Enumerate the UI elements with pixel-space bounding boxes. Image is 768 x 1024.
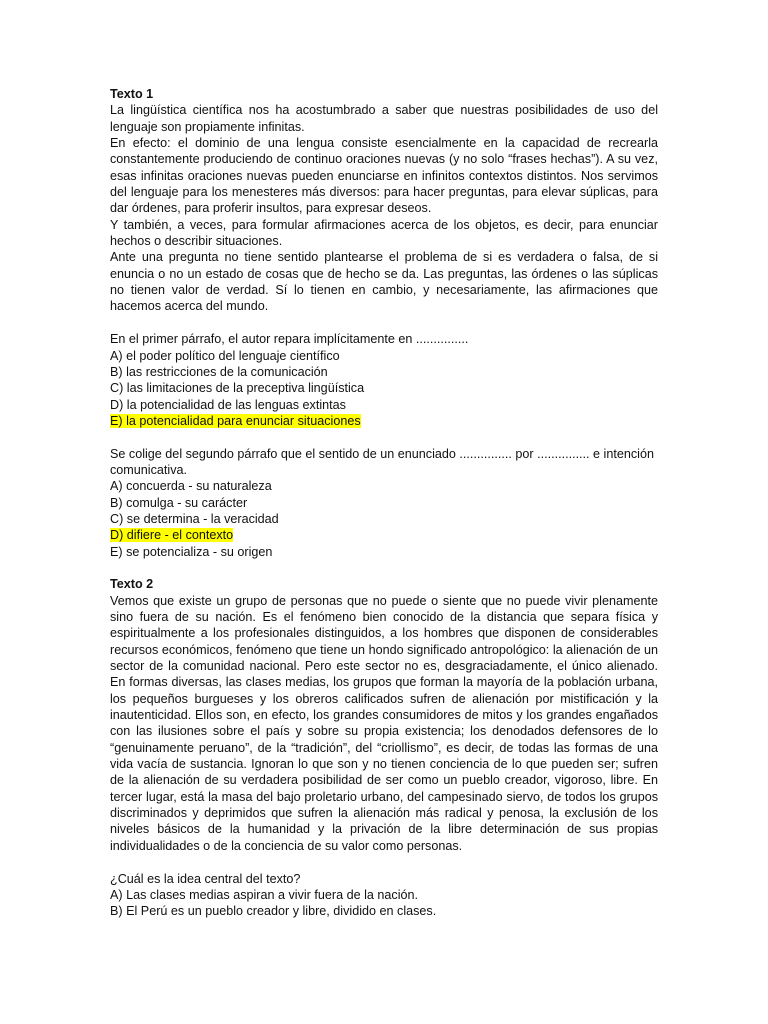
highlighted-answer: E) la potencialidad para enunciar situaciones [110,413,361,428]
text2-paragraph: Vemos que existe un grupo de personas que no puede o siente que no puede vivir plenamente sino fuera de su nación. Es el fenómeno bien conocido de la distancia que separa física y espiritualmente a los profesionales distinguidos, a los hombres que disponen de considerables recursos económicos, fenómeno que tiene un hondo significado antropológico: la alienación de un sector de la comunidad nacional. Pero este sector no es, desgraciadamente, el único alienado. En formas diversas, las clases medias, los grupos que forman la mayoría de la población urbana, los pequeños burgueses y los obreros calificados sufren de alienación por mistificación y la inautenticidad. Ellos son, en efecto, los grandes consumidores de mitos y los grandes engañados con las ilusiones sobre el país y sobre su propia existencia; los denodados defensores de lo “genuinamente peruano”, de la “tradición”, del “criollismo”, es decir, de todas las formas de una vida vacía de sustancia. Ignoran lo que son y no tienen conciencia de lo que pueden ser; sufren de la alienación de su verdadera posibilidad de ser como un pueblo creador, vigoroso, libre. En tercer lugar, está la masa del bajo proletario urbano, del campesinado siervo, de todos los grupos discriminados y deprimidos que sufren la alienación más radical y penosa, la exclusión de los niveles básicos de la humanidad y la privación de la libre determinación de sus propias individualidades o de la conciencia de su valor como personas. [110,593,658,853]
question-3-prompt: ¿Cuál es la idea central del texto? [110,871,301,886]
option-text: A) Las clases medias aspiran a vivir fuera de la nación. [110,887,418,902]
question-3-option-a [110,887,658,903]
question-1-prompt: En el primer párrafo, el autor repara implícitamente en ............... [110,332,469,347]
question-3-option-b [110,903,658,919]
question-2-option-b [110,495,658,511]
option-text: B) las restricciones de la comunicación [110,364,328,379]
option-text: A) el poder político del lenguaje científico [110,348,340,363]
question-2 [110,446,658,560]
question-2-prompt: Se colige del segundo párrafo que el sentido de un enunciado ............... por ............... e intención comunicativa. [110,446,654,477]
question-2-option-a [110,478,658,494]
question-3 [110,871,658,920]
document-page [110,86,658,920]
question-1 [110,331,658,429]
question-1-option-c [110,380,658,396]
spacer [110,315,658,331]
text1-paragraph-1: La lingüística científica nos ha acostumbrado a saber que nuestras posibilidades de uso del lenguaje son propiamente infinitas. [110,103,658,134]
question-2-option-e [110,544,658,560]
question-2-option-d [110,527,658,543]
text1-paragraph-4: Ante una pregunta no tiene sentido plantearse el problema de si es verdadera o falsa, de si enuncia o no un estado de cosas que de hecho se da. Las preguntas, las órdenes o las súplicas no tienen valor de verdad. Sí lo tienen en cambio, y necesariamente, las afirmaciones que hacemos acerca del mundo. [110,250,658,314]
text2-heading: Texto 2 [110,577,154,592]
option-text: C) las limitaciones de la preceptiva lingüística [110,381,365,396]
text1-heading: Texto 1 [110,87,154,101]
option-text: E) se potencializa - su origen [110,544,273,559]
spacer [110,429,658,445]
spacer [110,560,658,576]
highlighted-answer: D) difiere - el contexto [110,528,234,543]
question-1-option-a [110,348,658,364]
option-text: D) la potencialidad de las lenguas extintas [110,397,346,412]
option-text: B) El Perú es un pueblo creador y libre, dividido en clases. [110,904,437,919]
text1-paragraph-2: En efecto: el dominio de una lengua consiste esencialmente en la capacidad de recrearla constantemente produciendo de continuo oraciones nuevas (y no solo “frases hechas”). A su vez, esas infinitas oraciones nuevas pueden enunciarse en infinitos contextos distintos. Nos servimos del lenguaje para los menesteres más diversos: para hacer preguntas, para elevar súplicas, para dar órdenes, para proferir insultos, para expresar deseos. [110,136,658,216]
option-text: B) comulga - su carácter [110,495,248,510]
spacer [110,854,658,870]
option-text: A) concuerda - su naturaleza [110,479,272,494]
question-1-option-e [110,413,658,429]
question-1-option-d [110,397,658,413]
text1-paragraph-3: Y también, a veces, para formular afirmaciones acerca de los objetos, es decir, para enunciar hechos o describir situaciones. [110,217,658,249]
option-text: C) se determina - la veracidad [110,511,279,526]
question-2-option-c [110,511,658,527]
question-1-option-b [110,364,658,380]
